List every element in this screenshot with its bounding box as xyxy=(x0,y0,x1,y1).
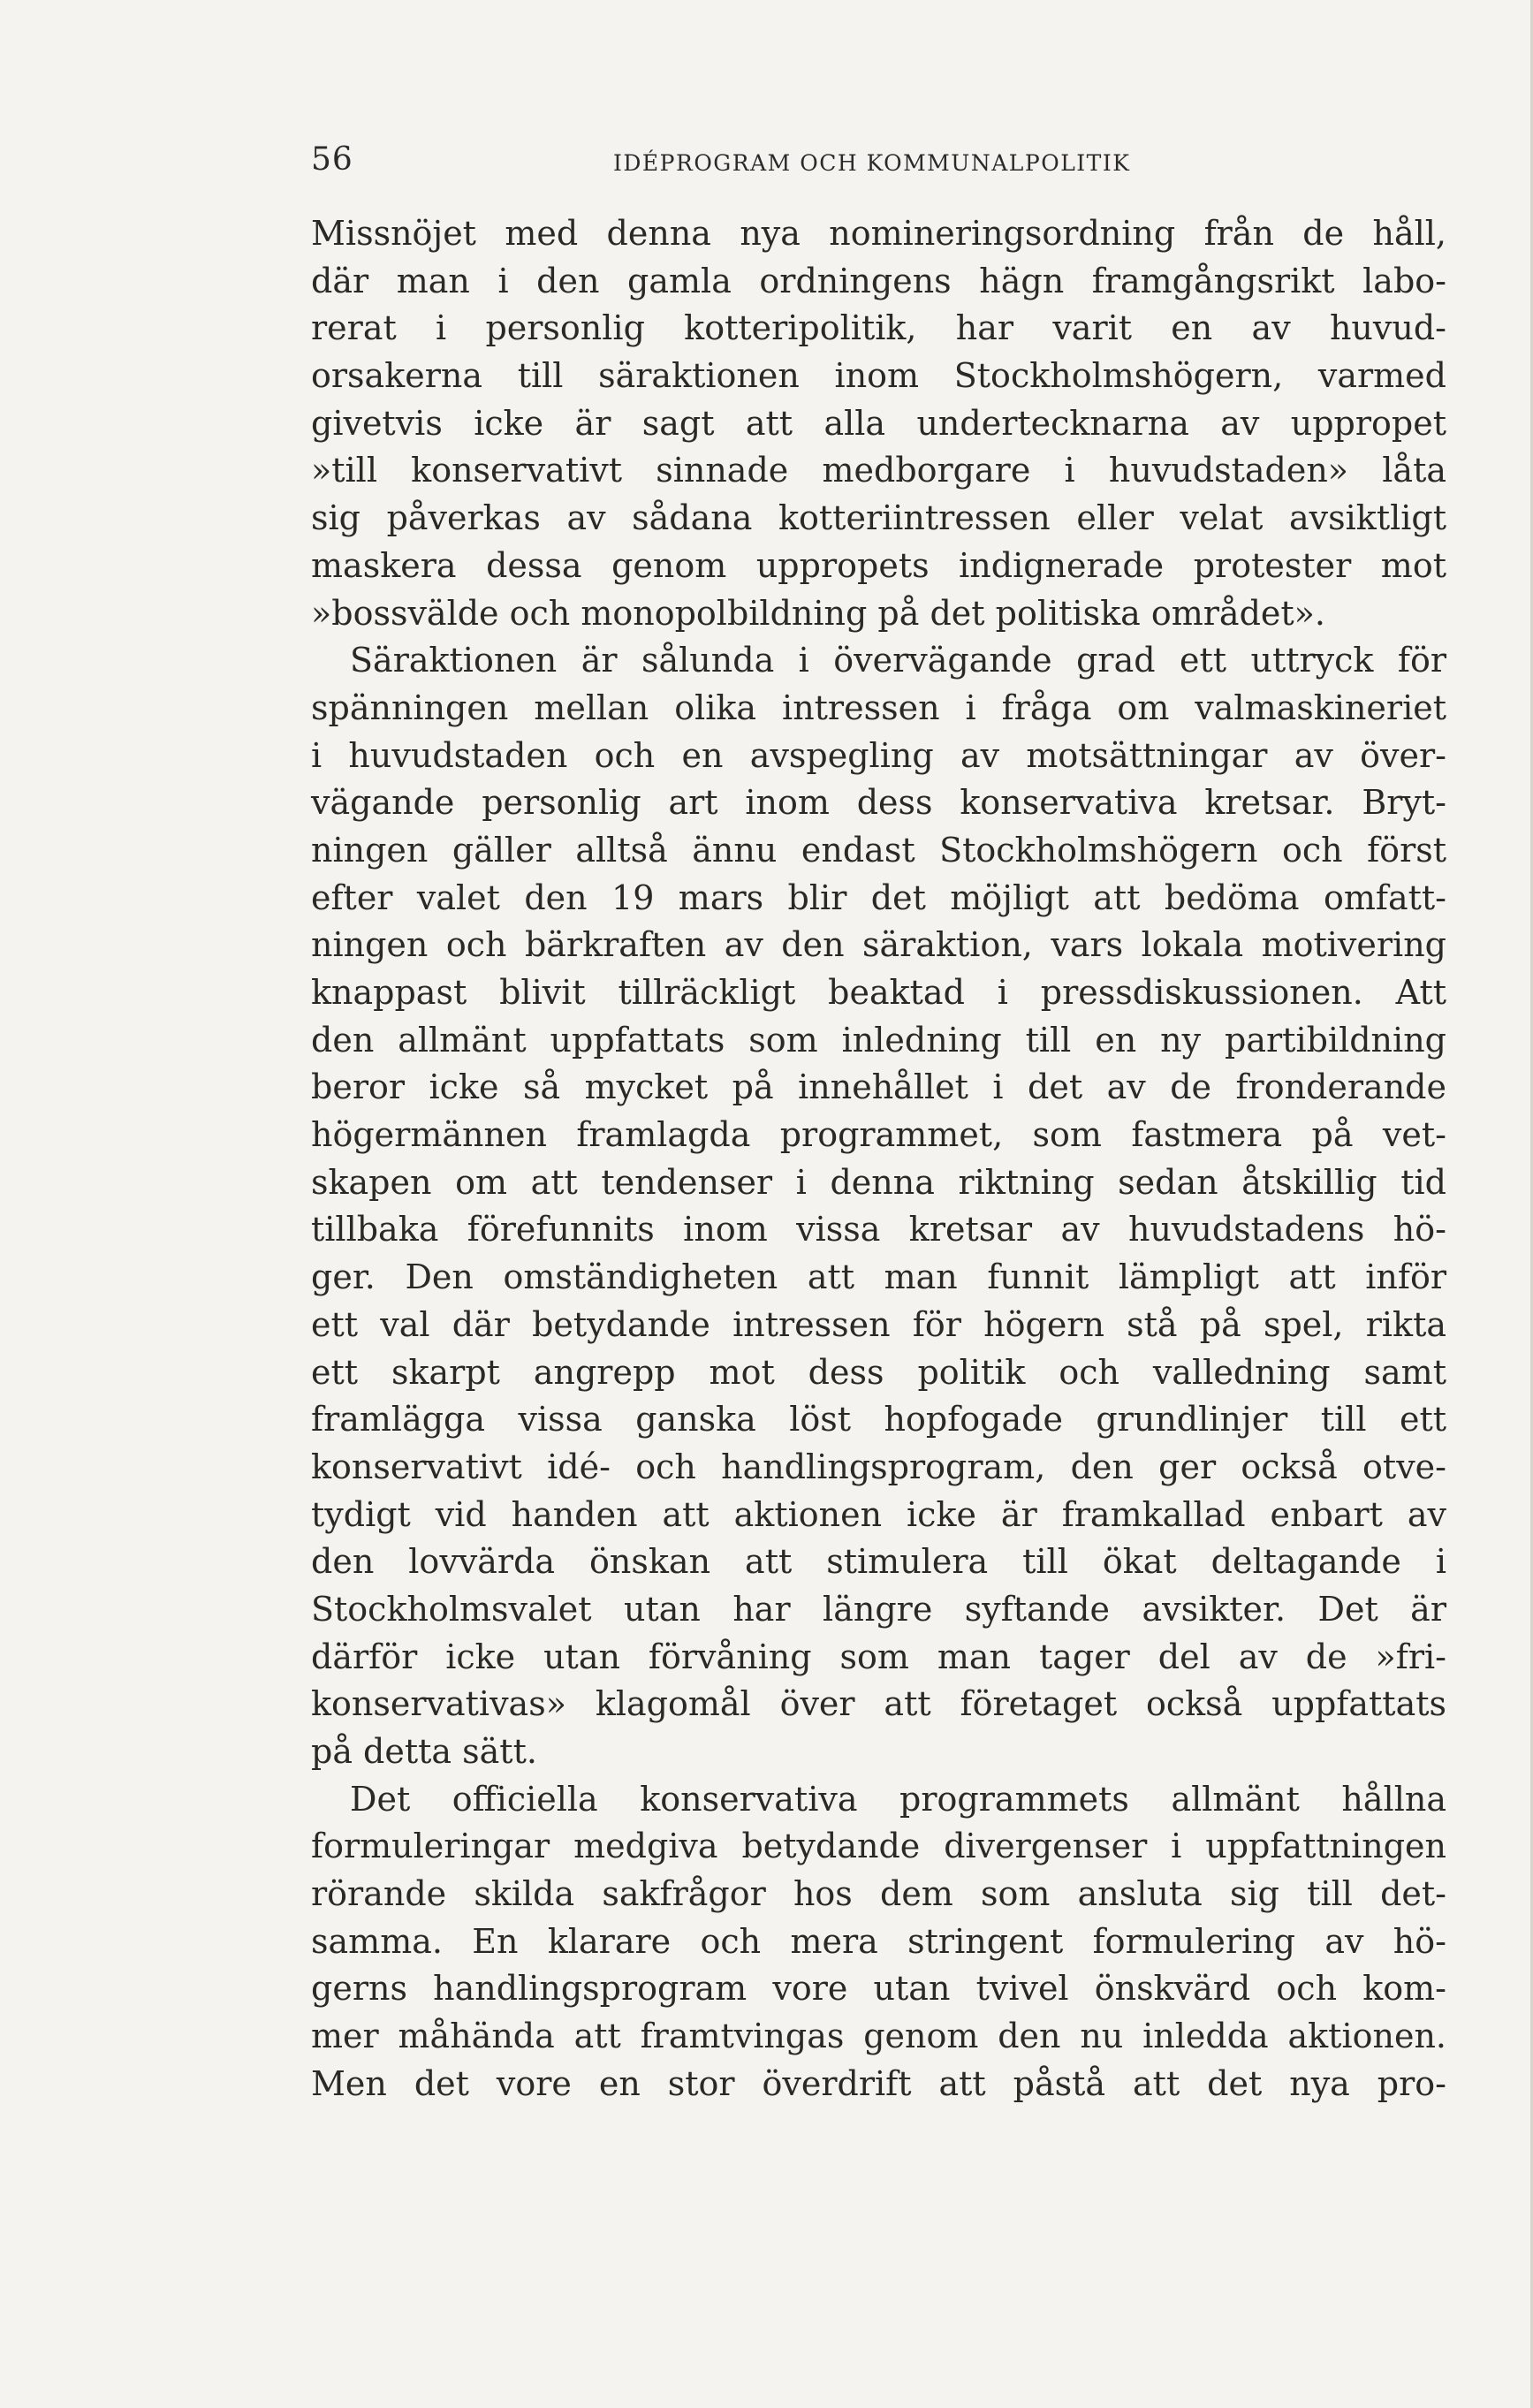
text-line: ningen och bärkraften av den säraktion, vars lokala motivering xyxy=(311,925,1446,965)
text-line: på detta sätt. xyxy=(311,1732,537,1771)
text-line: ett val där betydande intressen för högern stå på spel, rikta xyxy=(311,1304,1446,1344)
text-line: »till konservativt sinnade medborgare i huvudstaden» låta xyxy=(311,451,1446,490)
text-line: gerns handlingsprogram vore utan tvivel önskvärd och kom- xyxy=(311,1969,1446,2009)
text-line: tydigt vid handen att aktionen icke är framkallad enbart av xyxy=(311,1494,1446,1534)
text-line: Säraktionen är sålunda i övervägande grad ett uttryck för xyxy=(350,641,1446,680)
text-line: den lovvärda önskan att stimulera till ökat deltagande i xyxy=(311,1542,1446,1582)
text-line: konservativas» klagomål över att företaget också uppfattats xyxy=(311,1684,1446,1724)
text-line: Det officiella konservativa programmets allmänt hållna xyxy=(350,1779,1446,1819)
text-line: givetvis icke är sagt att alla undertecknarna av uppropet xyxy=(311,403,1446,443)
text-line: där man i den gamla ordningens hägn framgångsrikt labo- xyxy=(311,261,1446,300)
text-line: högermännen framlagda programmet, som fastmera på vet- xyxy=(311,1115,1446,1155)
text-line: framlägga vissa ganska löst hopfogade grundlinjer till ett xyxy=(311,1400,1446,1439)
text-line: ger. Den omständigheten att man funnit lämpligt att inför xyxy=(311,1257,1446,1297)
page-number: 56 xyxy=(311,141,353,178)
text-line: rerat i personlig kotteripolitik, har varit en av huvud- xyxy=(311,308,1446,348)
text-line: skapen om att tendenser i denna riktning sedan åtskillig tid xyxy=(311,1162,1446,1202)
text-line: knappast blivit tillräckligt beaktad i pressdiskussionen. Att xyxy=(311,973,1446,1012)
text-line: Men det vore en stor överdrift att påstå att det nya pro- xyxy=(311,2063,1446,2103)
text-line: rörande skilda sakfrågor hos dem som ansluta sig till det- xyxy=(311,1874,1446,1914)
text-line: maskera dessa genom uppropets indignerade protester mot xyxy=(311,545,1446,585)
text-line: formuleringar medgiva betydande divergenser i uppfattningen xyxy=(311,1827,1446,1866)
text-line: ett skarpt angrepp mot dess politik och valledning samt xyxy=(311,1352,1446,1392)
text-line: sig påverkas av sådana kotteriintressen eller velat avsiktligt xyxy=(311,498,1446,538)
text-line: mer måhända att framtvingas genom den nu inledda aktionen. xyxy=(311,2017,1446,2056)
text-line: vägande personlig art inom dess konservativa kretsar. Bryt- xyxy=(311,783,1446,823)
text-line: Stockholmsvalet utan har längre syftande avsikter. Det är xyxy=(311,1589,1446,1629)
text-line: konservativt idé- och handlingsprogram, den ger också otve- xyxy=(311,1447,1446,1486)
text-line: efter valet den 19 mars blir det möjligt att bedöma omfatt- xyxy=(311,877,1446,917)
text-line: tillbaka förefunnits inom vissa kretsar av huvudstadens hö- xyxy=(311,1210,1446,1250)
text-line: »bossvälde och monopolbildning på det politiska området». xyxy=(311,593,1325,633)
running-head: IDÉPROGRAM OCH KOMMUNALPOLITIK xyxy=(613,150,1131,176)
text-line: Missnöjet med denna nya nomineringsordning från de håll, xyxy=(311,214,1446,253)
text-line: därför icke utan förvåning som man tager del av de »fri- xyxy=(311,1637,1446,1676)
text-line: spänningen mellan olika intressen i fråga om valmaskineriet xyxy=(311,687,1446,727)
text-line: beror icke så mycket på innehållet i det av de fronderande xyxy=(311,1067,1446,1107)
text-line: den allmänt uppfattats som inledning till en ny partibildning xyxy=(311,1020,1446,1060)
text-line: ningen gäller alltså ännu endast Stockholmshögern och först xyxy=(311,830,1446,870)
body-text xyxy=(311,210,1446,2108)
text-line: samma. En klarare och mera stringent formulering av hö- xyxy=(311,1921,1446,1961)
page-header xyxy=(311,141,1446,186)
text-line: i huvudstaden och en avspegling av motsättningar av över- xyxy=(311,735,1446,775)
text-line: orsakerna till säraktionen inom Stockholmshögern, varmed xyxy=(311,356,1446,396)
